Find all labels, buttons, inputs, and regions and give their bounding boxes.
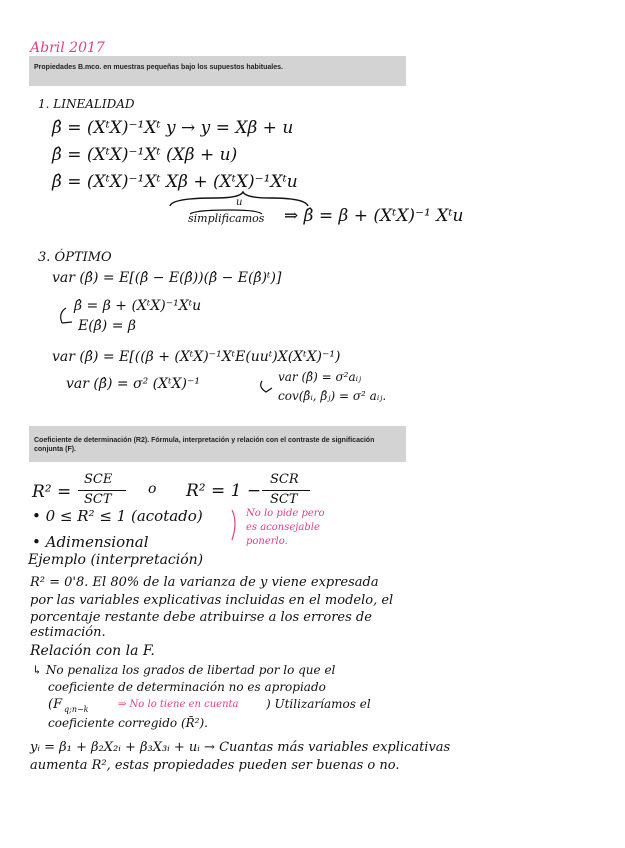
model-line: yᵢ = β₁ + β₂X₂ᵢ + β₃X₃ᵢ + uᵢ → Cuantas más variables explicativas (30, 740, 451, 755)
or-word: o (148, 481, 157, 497)
fraction-numerator: SCE (84, 472, 113, 487)
relacion-line: ↳ No penaliza los grados de libertad por lo que el (32, 663, 336, 677)
f-symbol: (F (48, 697, 63, 712)
relacion-line: coeficiente de determinación no es apropiado (48, 680, 326, 694)
variance-line: E(β̂) = β (78, 318, 136, 334)
equation-line: β̂ = (XᵗX)⁻¹Xᵗ Xβ + (XᵗX)⁻¹Xᵗu (52, 172, 298, 192)
variance-line: var (β̂) = σ²aᵢⱼ (278, 370, 362, 384)
ejemplo-line: por las variables explicativas incluidas en el modelo, el (30, 593, 394, 608)
equation-line: β̂ = (XᵗX)⁻¹Xᵗ (Xβ + u) (52, 145, 238, 165)
variance-line: var (β̂) = E[(β̂ − E(β̂))(β̂ − E(β̂)ᵗ)] (52, 270, 282, 286)
brace-label: u (236, 197, 243, 208)
fraction-denominator: SCT (270, 492, 298, 507)
optimo-heading: 3. ÓPTIMO (38, 250, 112, 265)
relacion-heading: Relación con la F. (30, 643, 155, 659)
fraction-denominator: SCT (84, 492, 112, 507)
f-subscript: q;n−k (64, 705, 89, 714)
fraction-line (262, 490, 310, 491)
ejemplo-line: R² = 0'8. El 80% de la varianza de y viene expresada (30, 575, 379, 590)
equation-line: β̂ = (XᵗX)⁻¹Xᵗ y → y = Xβ + u (52, 118, 294, 138)
fraction-line (78, 490, 126, 491)
pink-note-line: es aconsejable (246, 522, 320, 533)
page-title: Abril 2017 (30, 40, 105, 56)
pink-note-line: No lo pide pero (246, 508, 325, 519)
variance-line: β̂ = β + (XᵗX)⁻¹Xᵗu (74, 298, 202, 314)
variance-line: var (β̂) = E[((β + (XᵗX)⁻¹XᵗE(uuᵗ)X(XᵗX)⁻¹) (52, 349, 341, 365)
equation-result: ⇒ β̂ = β + (XᵗX)⁻¹ Xᵗu (284, 206, 464, 226)
variance-line: var (β̂) = σ² (XᵗX)⁻¹ (66, 376, 200, 392)
ejemplo-line: estimación. (30, 625, 106, 640)
variance-line: cov(β̂ᵢ, β̂ⱼ) = σ² aᵢⱼ. (278, 389, 387, 403)
r2-formula-alt: R² = 1 − (186, 481, 262, 501)
section-header-text: Coeficiente de determinación (R2). Fórmula, interpretación y relación con el contraste de significación conjunta (F). (34, 437, 375, 453)
relacion-line: ) Utilizaríamos el (266, 697, 371, 711)
ejemplo-heading: Ejemplo (interpretación) (28, 552, 204, 568)
section-header-bar (29, 426, 406, 462)
model-line: aumenta R², estas propiedades pueden ser buenas o no. (30, 758, 400, 773)
simplificamos-label: simplificamos (188, 212, 265, 225)
bullet-adimensional: • Adimensional (32, 533, 149, 551)
relacion-line: coeficiente corregido (R̄²). (48, 716, 208, 730)
section-header-text: Propiedades B.mco. en muestras pequeñas bajo los supuestos habituales. (34, 64, 283, 71)
pink-note-line: ⇒ No lo tiene en cuenta (118, 699, 239, 710)
pink-note-line: ponerlo. (246, 536, 288, 547)
r2-formula-lhs: R² = (32, 482, 72, 502)
linealidad-heading: 1. LINEALIDAD (38, 97, 135, 111)
fraction-numerator: SCR (270, 472, 299, 487)
ejemplo-line: porcentaje restante debe atribuirse a los errores de (30, 610, 372, 625)
bullet-acotado: • 0 ≤ R² ≤ 1 (acotado) (32, 507, 203, 525)
